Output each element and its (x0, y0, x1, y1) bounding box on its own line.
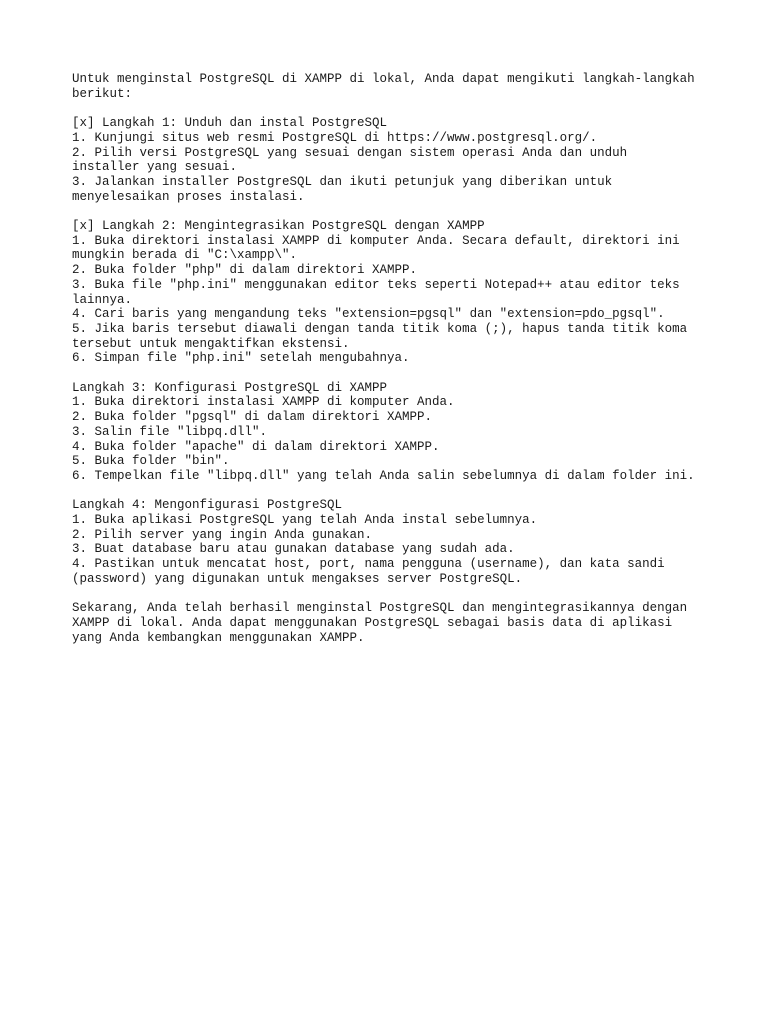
text-line: 3. Salin file "libpq.dll". (72, 424, 268, 439)
text-line: 5. Buka folder "bin". (72, 454, 230, 469)
text-line: 2. Pilih server yang ingin Anda gunakan. (72, 527, 373, 542)
text-line: yang Anda kembangkan menggunakan XAMPP. (72, 630, 365, 645)
step-2-heading: [x] Langkah 2: Mengintegrasikan PostgreSQL dengan XAMPP (72, 219, 485, 233)
text-line: 1. Buka aplikasi PostgreSQL yang telah Anda instal sebelumnya. (72, 513, 538, 528)
step-1-heading: [x] Langkah 1: Unduh dan instal PostgreSQL (72, 116, 388, 131)
text-line: tersebut untuk mengaktifkan ekstensi. (72, 336, 350, 351)
text-line: menyelesaikan proses instalasi. (72, 189, 305, 204)
conclusion-paragraph (72, 601, 712, 645)
text-line: berikut: (72, 86, 133, 101)
step-3-heading: Langkah 3: Konfigurasi PostgreSQL di XAMPP (72, 380, 388, 395)
text-line: 4. Cari baris yang mengandung teks "extension=pgsql" dan "extension=pdo_pgsql". (72, 307, 665, 322)
text-line: 1. Buka direktori instalasi XAMPP di komputer Anda. Secara default, direktori ini (72, 233, 680, 248)
text-line: 1. Buka direktori instalasi XAMPP di komputer Anda. (72, 395, 455, 410)
text-line: Untuk menginstal PostgreSQL di XAMPP di lokal, Anda dapat mengikuti langkah-langkah (72, 72, 695, 86)
text-line: Sekarang, Anda telah berhasil menginstal PostgreSQL dan mengintegrasikannya dengan (72, 601, 688, 616)
text-line: 2. Pilih versi PostgreSQL yang sesuai dengan sistem operasi Anda dan unduh (72, 145, 628, 160)
text-line: 6. Simpan file "php.ini" setelah mengubahnya. (72, 351, 410, 366)
text-line: mungkin berada di "C:\xampp\". (72, 248, 298, 263)
text-line: 6. Tempelkan file "libpq.dll" yang telah Anda salin sebelumnya di dalam folder ini. (72, 468, 695, 483)
text-line: 3. Jalankan installer PostgreSQL dan ikuti petunjuk yang diberikan untuk (72, 174, 613, 189)
text-line: 2. Buka folder "pgsql" di dalam direktori XAMPP. (72, 410, 433, 425)
step-4-section (72, 498, 712, 586)
text-line: 3. Buka file "php.ini" menggunakan editor teks seperti Notepad++ atau editor teks (72, 277, 680, 292)
document-page (72, 72, 712, 660)
step-2-section (72, 219, 712, 366)
text-line: 5. Jika baris tersebut diawali dengan tanda titik koma (;), hapus tanda titik koma (72, 321, 688, 336)
text-line: XAMPP di lokal. Anda dapat menggunakan PostgreSQL sebagai basis data di aplikasi (72, 615, 673, 630)
text-line: (password) yang digunakan untuk mengakses server PostgreSQL. (72, 571, 523, 586)
step-4-heading: Langkah 4: Mengonfigurasi PostgreSQL (72, 498, 343, 513)
intro-paragraph (72, 72, 712, 101)
text-line: 2. Buka folder "php" di dalam direktori XAMPP. (72, 263, 418, 278)
text-line: 4. Pastikan untuk mencatat host, port, nama pengguna (username), dan kata sandi (72, 557, 665, 572)
text-line: 4. Buka folder "apache" di dalam direktori XAMPP. (72, 439, 440, 454)
step-1-section (72, 116, 712, 204)
text-line: lainnya. (72, 292, 133, 307)
step-3-section (72, 381, 712, 484)
text-line: 3. Buat database baru atau gunakan database yang sudah ada. (72, 542, 515, 557)
text-line: installer yang sesuai. (72, 160, 238, 175)
text-line: 1. Kunjungi situs web resmi PostgreSQL di https://www.postgresql.org/. (72, 130, 598, 145)
